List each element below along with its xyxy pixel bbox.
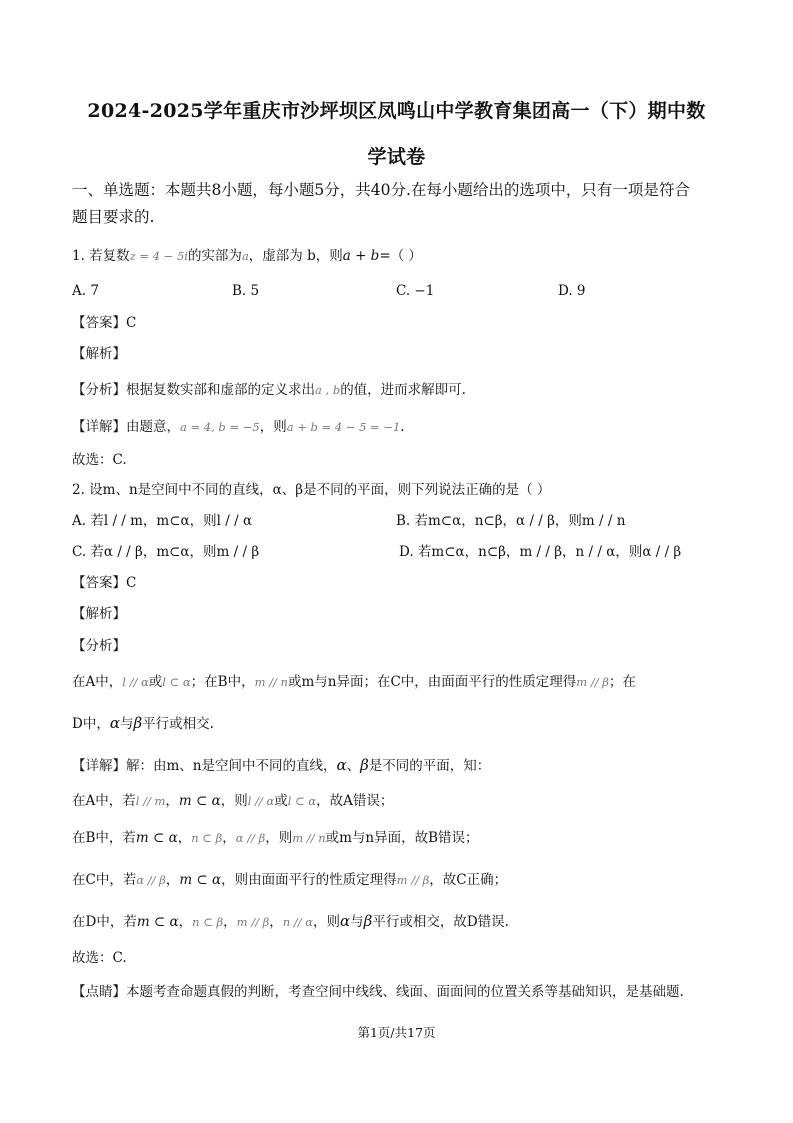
formula: m // n	[292, 831, 326, 845]
formula: a + b = 4 − 5 = −1	[286, 420, 401, 434]
q2-option-b: B. 若m⊂α，n⊂β，α / / β，则m / / n	[396, 513, 626, 529]
formula: n // α	[282, 915, 314, 929]
formula: α // β	[235, 831, 266, 845]
formula: l // m	[135, 794, 166, 808]
q2-fenxi-line-2: D中，α与β平行或相交.	[72, 714, 214, 732]
q1-option-d: D. 9	[558, 283, 586, 299]
formula: m // β	[396, 873, 430, 887]
q1-stem: 1. 若复数z = 4 − 5i的实部为a，虚部为 b，则a + b=（ ）	[72, 248, 422, 264]
q2-detail-a: 在A中，若l // m，m ⊂ α，则l // α或l ⊂ α，故A错误；	[72, 793, 394, 809]
formula: α	[336, 756, 347, 774]
formula: l // α	[247, 794, 275, 808]
q2-detail-b: 在B中，若m ⊂ α，n ⊂ β，α // β，则m // n或m与n异面，故B错误；	[72, 830, 479, 846]
q2-comment: 【点睛】本题考查命题真假的判断，考查空间中线线、线面、面面间的位置关系等基础知识，是基础题.	[72, 984, 684, 1000]
formula: z = 4 − 5i	[129, 249, 188, 263]
formula: α // β	[136, 873, 166, 887]
q1-analysis-heading: 【解析】	[72, 346, 126, 362]
title-line-2: 学试卷	[367, 146, 426, 168]
formula: α	[109, 714, 120, 732]
formula: β	[133, 714, 143, 732]
q1-answer: 【答案】C	[72, 315, 137, 331]
formula: l ⊂ α	[287, 794, 317, 808]
q2-answer: 【答案】C	[72, 575, 137, 591]
formula: a , b	[315, 383, 341, 397]
formula: n ⊂ β	[191, 831, 223, 845]
formula: m // β	[236, 915, 270, 929]
q1-detail: 【详解】由题意，a = 4, b = −5，则a + b = 4 − 5 = −1.	[72, 419, 405, 435]
formula: a = 4, b = −5	[180, 420, 260, 434]
formula: m // n	[254, 675, 288, 689]
formula: m ⊂ α	[136, 914, 179, 930]
formula: l // α	[122, 675, 149, 689]
q2-stem: 2. 设m、n是空间中不同的直线，α、β是不同的平面，则下列说法正确的是（ ）	[72, 482, 551, 498]
title-line-1: 2024-2025学年重庆市沙坪坝区凤鸣山中学教育集团高一（下）期中数	[87, 100, 706, 122]
section-heading-cont: 题目要求的.	[72, 208, 155, 226]
q1-choose: 故选：C.	[72, 452, 127, 468]
formula: α	[340, 912, 351, 930]
q2-choose: 故选：C.	[72, 950, 127, 966]
q2-fenxi-heading: 【分析】	[72, 638, 126, 654]
formula: m ⊂ α	[179, 872, 222, 888]
q2-detail-c: 在C中，若α // β，m ⊂ α，则由面面平行的性质定理得m // β，故C正确；	[72, 872, 508, 888]
formula: m ⊂ α	[135, 830, 178, 846]
formula: m ⊂ α	[178, 793, 221, 809]
q2-detail-d: 在D中，若m ⊂ α，n ⊂ β，m // β，n // α，则α与β平行或相交，故D错误.	[72, 912, 509, 930]
formula: β	[360, 756, 369, 774]
q1-option-a: A. 7	[72, 283, 99, 299]
formula: l ⊂ α	[162, 675, 191, 689]
formula: n ⊂ β	[192, 915, 224, 929]
formula: β	[363, 912, 373, 930]
q1-option-b: B. 5	[232, 283, 260, 299]
formula: a + b	[342, 248, 380, 264]
formula: m // β	[576, 675, 609, 689]
q2-fenxi-line-1: 在A中，l // α或l ⊂ α；在B中，m // n或m与n异面；在C中，由面面平行的性质定理得m // β；在	[72, 674, 636, 690]
q2-option-d: D. 若m⊂α，n⊂β，m / / β，n / / α，则α / / β	[399, 544, 682, 560]
page-number-footer: 第1页/共17页	[357, 1025, 436, 1040]
formula: a	[241, 249, 249, 263]
q1-fenxi: 【分析】根据复数实部和虚部的定义求出a , b的值，进而求解即可.	[72, 382, 466, 398]
q1-option-c: C. −1	[396, 283, 435, 299]
q2-option-c: C. 若α / / β，m⊂α，则m / / β	[72, 544, 260, 560]
q2-detail: 【详解】解：由m、n是空间中不同的直线，α、β是不同的平面，知：	[72, 756, 491, 774]
section-heading: 一、单选题：本题共8小题，每小题5分，共40分.在每小题给出的选项中，只有一项是符合	[72, 181, 690, 199]
q2-option-a: A. 若l / / m，m⊂α，则l / / α	[72, 513, 253, 529]
q2-analysis-heading: 【解析】	[72, 606, 126, 622]
